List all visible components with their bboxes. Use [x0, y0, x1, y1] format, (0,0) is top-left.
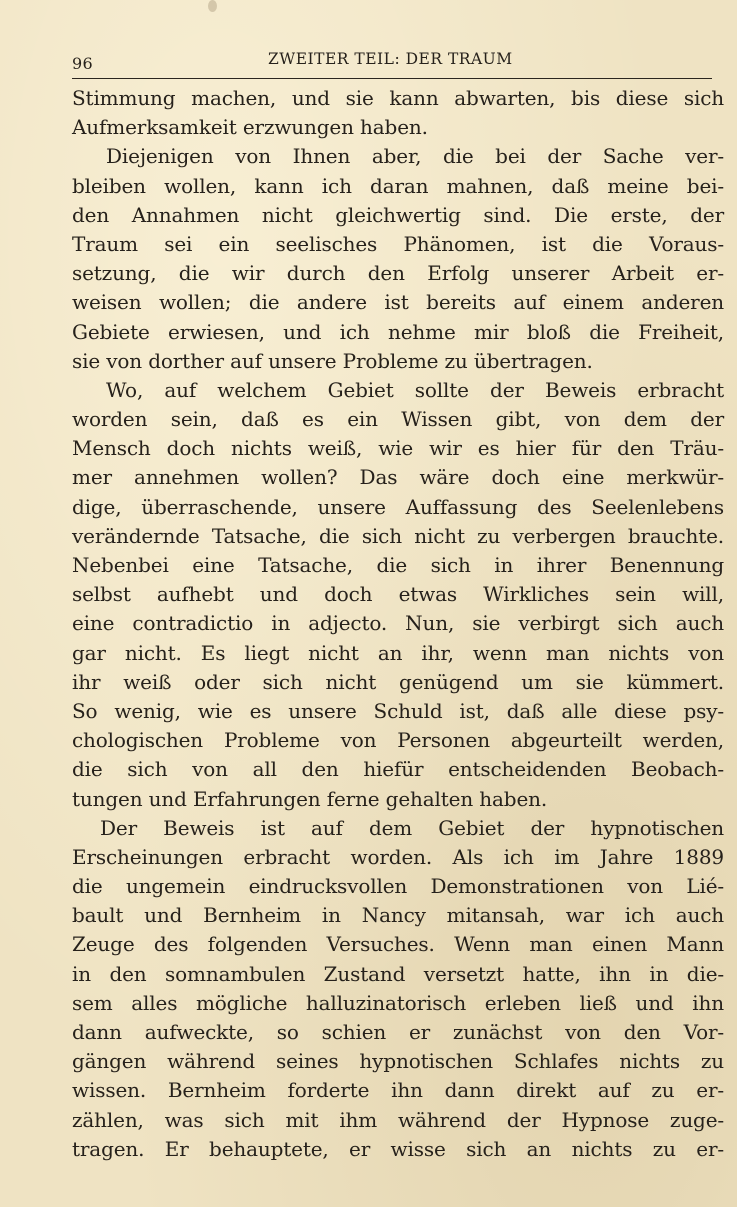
- text-line: chologischen Probleme von Personen abgeurteilt werden,: [72, 728, 724, 753]
- text-line: worden sein, daß es ein Wissen gibt, von dem der: [72, 407, 724, 432]
- running-title: ZWEITER TEIL: DER TRAUM: [268, 50, 513, 68]
- text-line: eine contradictio in adjecto. Nun, sie verbirgt sich auch: [72, 611, 724, 636]
- text-line: den Annahmen nicht gleichwertig sind. Die erste, der: [72, 202, 724, 227]
- text-line: Nebenbei eine Tatsache, die sich in ihrer Benennung: [72, 553, 724, 577]
- text-line: dann aufweckte, so schien er zunächst von den Vor-: [72, 1020, 724, 1044]
- body-text: [72, 84, 724, 1164]
- text-line: gar nicht. Es liegt nicht an ihr, wenn man nichts von: [72, 640, 724, 665]
- text-line: selbst aufhebt und doch etwas Wirkliches sein will,: [72, 582, 724, 607]
- text-line: sie von dorther auf unsere Probleme zu übertragen.: [72, 348, 593, 373]
- text-line: in den somnambulen Zustand versetzt hatte, ihn in die-: [72, 961, 724, 986]
- text-line: verändernde Tatsache, die sich nicht zu verbergen brauchte.: [72, 523, 724, 548]
- text-line: Zeuge des folgenden Versuches. Wenn man einen Mann: [72, 932, 724, 957]
- text-line: bault und Bernheim in Nancy mitansah, war ich auch: [72, 903, 724, 928]
- text-line: die sich von all den hiefür entscheidenden Beobach-: [72, 757, 724, 782]
- text-line: Erscheinungen erbracht worden. Als ich im Jahre 1889: [72, 844, 724, 869]
- text-line: Stimmung machen, und sie kann abwarten, bis diese sich: [72, 86, 724, 110]
- text-line: Wo, auf welchem Gebiet sollte der Beweis erbracht: [106, 377, 724, 402]
- text-line: ihr weiß oder sich nicht genügend um sie kümmert.: [72, 669, 724, 694]
- text-line: zählen, was sich mit ihm während der Hypnose zuge-: [72, 1107, 724, 1132]
- page-header: [72, 48, 712, 79]
- text-line: Der Beweis ist auf dem Gebiet der hypnotischen: [100, 815, 724, 840]
- page-number: 96: [72, 54, 93, 73]
- text-line: Aufmerksamkeit erzwungen haben.: [72, 115, 428, 140]
- text-line: die ungemein eindrucksvollen Demonstrationen von Lié-: [72, 874, 724, 899]
- text-line: wissen. Bernheim forderte ihn dann direkt auf zu er-: [72, 1078, 724, 1103]
- text-line: setzung, die wir durch den Erfolg unserer Arbeit er-: [72, 261, 724, 286]
- text-line: Diejenigen von Ihnen aber, die bei der Sache ver-: [106, 144, 724, 169]
- text-line: Mensch doch nichts weiß, wie wir es hier für den Träu-: [72, 436, 724, 461]
- text-line: sem alles mögliche halluzinatorisch erleben ließ und ihn: [72, 990, 724, 1015]
- paper-spot: [208, 0, 217, 12]
- text-line: bleiben wollen, kann ich daran mahnen, daß meine bei-: [72, 173, 724, 198]
- text-line: weisen wollen; die andere ist bereits auf einem anderen: [72, 290, 724, 315]
- text-line: So wenig, wie es unsere Schuld ist, daß alle diese psy-: [72, 698, 724, 723]
- text-line: Traum sei ein seelisches Phänomen, ist die Voraus-: [72, 231, 724, 256]
- text-line: tungen und Erfahrungen ferne gehalten haben.: [72, 786, 548, 811]
- text-line: dige, überraschende, unsere Auffassung des Seelenlebens: [72, 494, 724, 519]
- text-line: Gebiete erwiesen, und ich nehme mir bloß die Freiheit,: [72, 319, 724, 344]
- text-line: tragen. Er behauptete, er wisse sich an nichts zu er-: [72, 1136, 724, 1161]
- text-line: mer annehmen wollen? Das wäre doch eine merkwür-: [72, 465, 724, 490]
- text-line: gängen während seines hypnotischen Schlafes nichts zu: [72, 1049, 724, 1074]
